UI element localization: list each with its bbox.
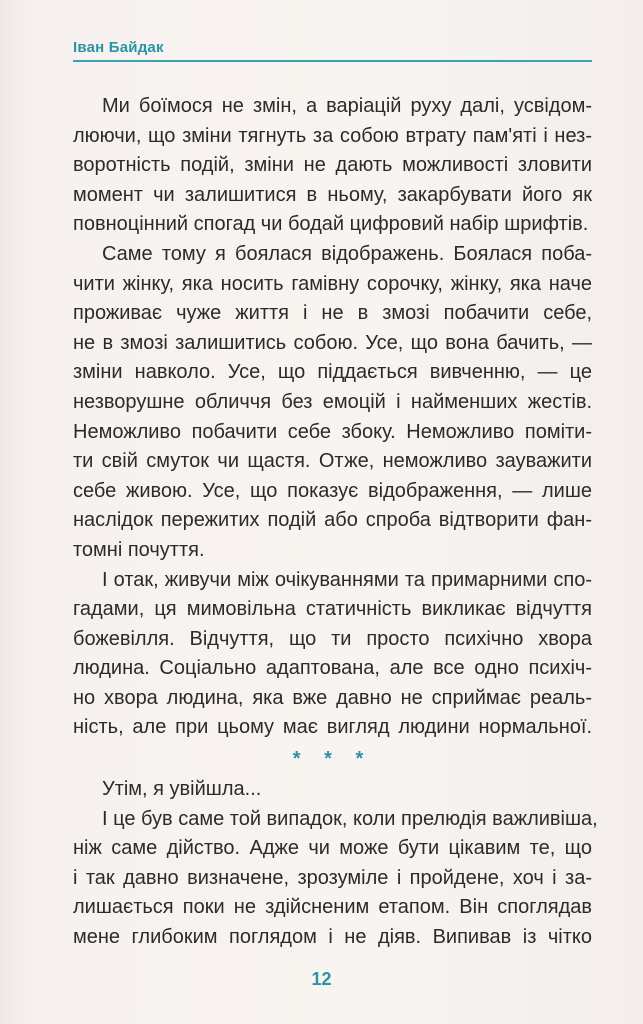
text-line: воротність подій, зміни не дають можливості зловити xyxy=(73,154,592,177)
paragraph-3 xyxy=(73,566,592,744)
text-line: проживає чуже життя і не в змозі побачити себе, xyxy=(73,302,592,325)
text-line: зміни навколо. Усе, що піддається вивченню, — це xyxy=(73,361,592,384)
text-line: Утім, я увійшла... xyxy=(102,778,262,800)
running-head-author: Іван Байдак xyxy=(73,39,164,56)
text-line: момент чи залишитися в ньому, закарбувати його як xyxy=(73,183,592,206)
text-line: ніж саме дійство. Адже чи може бути цікавим те, що xyxy=(73,837,592,860)
text-line: люючи, що зміни тягнуть за собою втрату пам'яті і нез- xyxy=(73,124,592,147)
page-number: 12 xyxy=(311,969,332,989)
text-line: І отак, живучи між очікуваннями та примарними спо- xyxy=(102,568,592,591)
text-line: І це був саме той випадок, коли прелюдія важливіша, xyxy=(102,807,598,830)
text-line: но хвора людина, яка вже давно не сприймає реаль- xyxy=(73,686,592,709)
text-line: лишається поки не здійсненим етапом. Він споглядав xyxy=(73,896,592,919)
text-line: не в змозі залишитись собою. Усе, що вона бачить, — xyxy=(73,331,592,354)
paragraph-2 xyxy=(73,240,592,566)
text-line: ність, але при цьому має вигляд людини нормальної. xyxy=(73,716,592,739)
body-text-bottom xyxy=(73,775,598,953)
text-line: божевілля. Відчуття, що ти просто психічно хвора xyxy=(73,627,592,650)
header-rule xyxy=(73,60,592,62)
text-line: повноцінний спогад чи бодай цифровий набір шрифтів. xyxy=(73,213,589,236)
text-line: томні почуття. xyxy=(73,538,205,561)
text-line: і так давно визначене, зрозуміле і пройдене, хоч і за- xyxy=(73,866,592,889)
paragraph-4 xyxy=(73,775,592,805)
text-line: чити жінку, яка носить гамівну сорочку, жінку, яка наче xyxy=(73,272,592,295)
body-text-top xyxy=(73,92,592,743)
text-line: мене глибоким поглядом і не діяв. Випивав із чітко xyxy=(73,925,592,948)
text-line: наслідок пережитих подій або спроба відтворити фан- xyxy=(73,509,592,532)
text-line: незворушне обличчя без емоцій і найменших жестів. xyxy=(73,390,592,413)
text-line: Ми боїмося не змін, а варіацій руху далі, усвідом- xyxy=(102,95,592,117)
section-separator: * * * xyxy=(292,748,373,770)
text-line: ти свій смуток чи щастя. Отже, неможливо зауважити xyxy=(73,450,592,473)
text-line: себе живою. Усе, що показує відображення, — лише xyxy=(73,479,592,502)
text-line: Саме тому я боялася відображень. Боялася поба- xyxy=(102,242,592,265)
text-line: Неможливо побачити себе збоку. Неможливо поміти- xyxy=(73,420,592,443)
text-line: людина. Соціально адаптована, але все одно психіч- xyxy=(73,657,592,680)
text-line: гадами, ця мимовільна статичність викликає відчуття xyxy=(73,598,592,621)
paragraph-1 xyxy=(73,92,592,240)
paragraph-5 xyxy=(73,805,598,953)
